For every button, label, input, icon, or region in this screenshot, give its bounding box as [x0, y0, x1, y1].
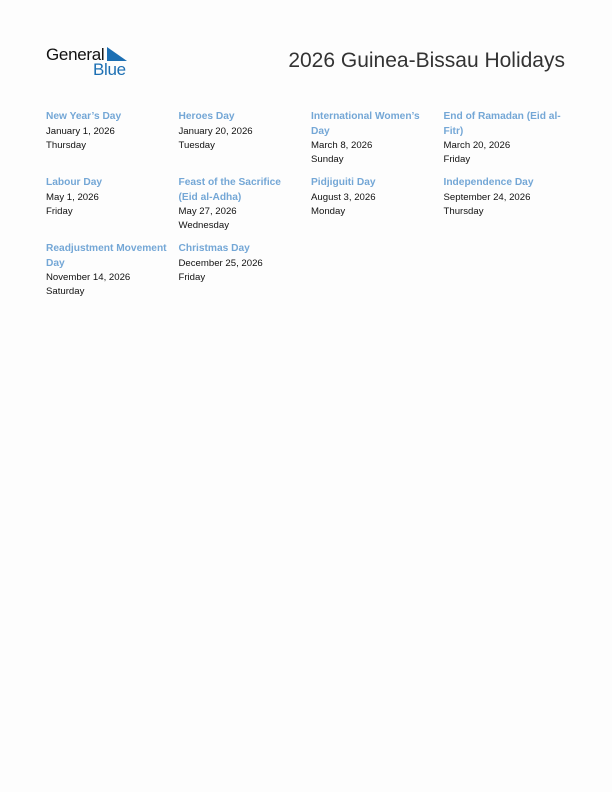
- logo-word-general: General: [46, 45, 105, 64]
- holiday-weekday: Friday: [178, 271, 206, 283]
- holiday-row: [46, 242, 576, 299]
- page-title: 2026 Guinea-Bissau Holidays: [288, 49, 565, 72]
- holiday-weekday: Tuesday: [178, 139, 215, 151]
- holiday-item: [311, 110, 444, 167]
- holiday-date: March 20, 2026: [443, 140, 511, 151]
- holiday-date: November 14, 2026: [46, 272, 131, 283]
- holiday-item: [179, 242, 312, 299]
- blue-triangle-icon: [107, 47, 127, 61]
- holiday-weekday: Saturday: [46, 286, 85, 297]
- holiday-grid: [46, 110, 576, 308]
- holiday-weekday: Thursday: [443, 205, 484, 217]
- holiday-weekday: Monday: [311, 205, 346, 217]
- holiday-name: Labour Day: [46, 177, 103, 188]
- holiday-name: End of Ramadan (Eid al-Fitr): [443, 111, 561, 137]
- holiday-item: [179, 110, 312, 167]
- holiday-item: [46, 176, 179, 233]
- holiday-item: [444, 176, 577, 233]
- holiday-date: January 1, 2026: [46, 125, 115, 137]
- holiday-weekday: Friday: [443, 154, 471, 165]
- holiday-row: [46, 176, 576, 233]
- holiday-date: May 1, 2026: [46, 191, 99, 203]
- holiday-item: [311, 176, 444, 233]
- logo: [46, 44, 136, 80]
- holiday-weekday: Sunday: [311, 154, 344, 165]
- holiday-weekday: Wednesday: [178, 220, 229, 231]
- holiday-date: September 24, 2026: [443, 191, 531, 203]
- holiday-item: [46, 242, 179, 299]
- holiday-name: Christmas Day: [178, 243, 250, 254]
- holiday-row: [46, 110, 576, 167]
- holiday-name: International Women’s Day: [311, 111, 420, 137]
- logo-word-blue: Blue: [93, 60, 126, 79]
- holiday-name: New Year’s Day: [46, 111, 122, 122]
- holiday-name: Pidjiguiti Day: [311, 177, 376, 188]
- holiday-name: Independence Day: [443, 177, 534, 188]
- holiday-item: [444, 110, 577, 167]
- holiday-weekday: Thursday: [46, 139, 86, 151]
- holiday-date: May 27, 2026: [178, 206, 237, 217]
- holiday-weekday: Friday: [46, 205, 73, 217]
- holiday-item: [179, 176, 312, 233]
- holiday-name: Feast of the Sacrifice (Eid al-Adha): [178, 177, 281, 203]
- holiday-date: March 8, 2026: [311, 140, 373, 151]
- holiday-item: [46, 110, 179, 167]
- holiday-date: August 3, 2026: [311, 191, 376, 203]
- holiday-name: Readjustment Movement Day: [46, 243, 167, 269]
- holiday-name: Heroes Day: [178, 111, 235, 122]
- holiday-date: December 25, 2026: [178, 257, 263, 269]
- holiday-date: January 20, 2026: [178, 125, 253, 137]
